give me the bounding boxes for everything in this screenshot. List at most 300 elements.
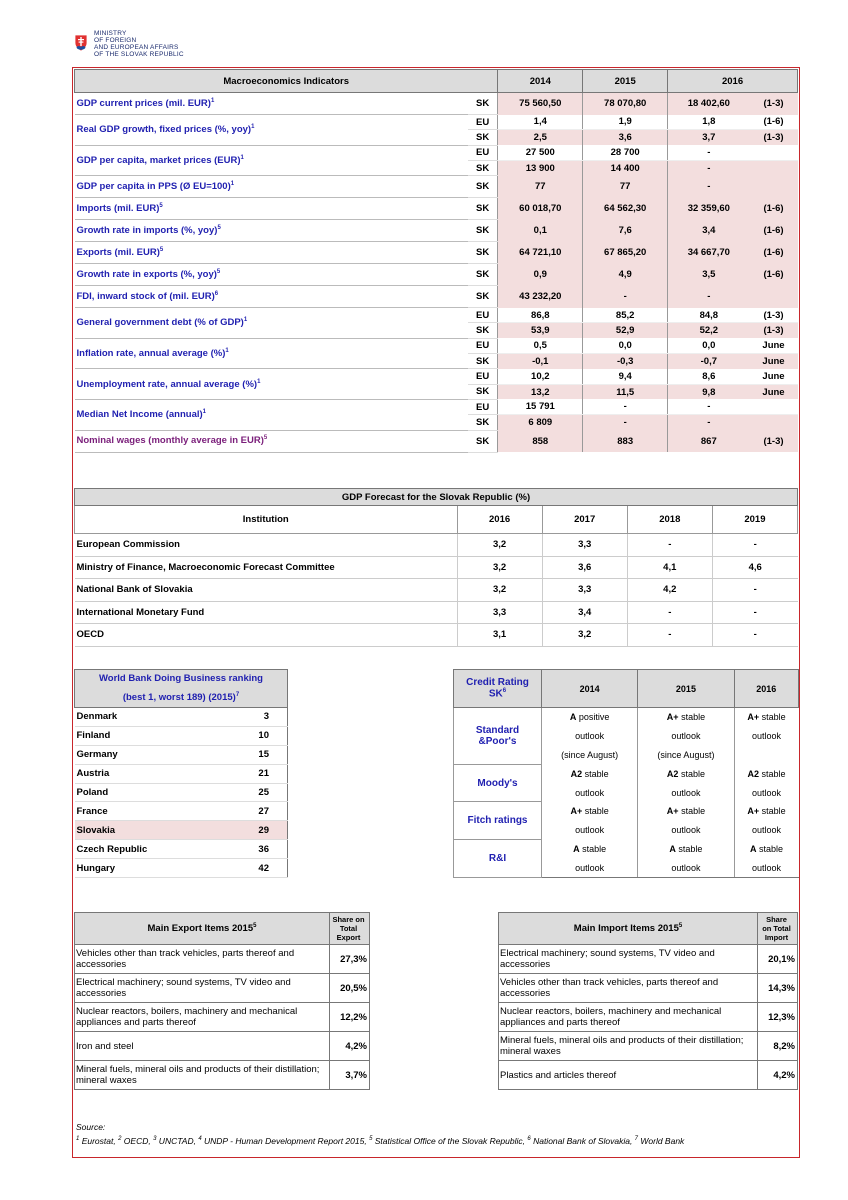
indicator-footnote-ref: 1: [230, 181, 235, 188]
indicator-label-text: Inflation rate, annual average (%): [76, 348, 226, 360]
indicator-value: 86,8: [498, 308, 583, 323]
indicator-value: -: [668, 145, 750, 160]
indicator-value: -: [583, 415, 668, 430]
country-rank: 25: [245, 783, 288, 802]
indicator-value: 18 402,60: [668, 93, 750, 115]
source-name: UNCTAD,: [156, 1135, 199, 1146]
period-note: June: [750, 338, 798, 353]
import-item-row: [499, 974, 798, 1003]
indicator-value: 1,4: [498, 115, 583, 130]
indicator-value: 78 070,80: [583, 93, 668, 115]
country-name: Czech Republic: [75, 840, 245, 859]
rating-value: [638, 840, 734, 859]
indicator-value: 77: [498, 176, 583, 198]
rating-agency: [454, 840, 542, 878]
export-item-row: [75, 1003, 370, 1032]
credit-footnote-ref: 6: [502, 688, 507, 695]
rating-grade: A2: [570, 768, 583, 779]
forecast-value: 3,4: [542, 601, 627, 624]
agency-name-line1: Moody's: [477, 777, 518, 789]
forecast-value: 4,1: [627, 556, 712, 579]
indicator-value: 883: [583, 430, 668, 452]
forecast-year-header: 2018: [627, 506, 712, 534]
indicator-value: -: [668, 160, 750, 175]
indicator-value: 11,5: [583, 384, 668, 399]
macro-row: [75, 93, 798, 115]
rating-value: [542, 764, 638, 783]
ministry-name: [94, 30, 184, 58]
macro-year-2015: 2015: [583, 70, 668, 93]
rating-grade: A: [669, 844, 676, 855]
import-item-name: Electrical machinery; sound systems, TV video and accessories: [499, 945, 758, 974]
macro-row: [75, 145, 798, 160]
indicator-value: 6 809: [498, 415, 583, 430]
country-name: Slovakia: [75, 821, 245, 840]
credit-title-line1: Credit Rating: [466, 677, 529, 689]
source-number: 2: [118, 1136, 122, 1142]
period-note: [750, 176, 798, 198]
forecast-row: [75, 534, 798, 557]
rating-outlook-word: positive: [576, 712, 610, 723]
export-header-row: [75, 913, 370, 945]
macro-row: [75, 399, 798, 414]
forecast-row: [75, 624, 798, 647]
main-export-items-table: [74, 912, 370, 1090]
ministry-name-line: MINISTRY: [94, 30, 127, 37]
indicator-label: [75, 264, 468, 286]
rating-outlook-word: stable: [756, 844, 784, 855]
region-code: SK: [468, 242, 498, 264]
indicator-label-text: Imports (mil. EUR): [76, 203, 160, 215]
region-code: EU: [468, 399, 498, 414]
indicator-value: 9,4: [583, 369, 668, 384]
rating-grade: A+: [747, 712, 760, 723]
world-bank-title-line1: World Bank Doing Business ranking: [99, 673, 263, 685]
region-code: SK: [468, 354, 498, 369]
indicator-value: 0,9: [498, 264, 583, 286]
macro-row: [75, 115, 798, 130]
indicator-label-text: Nominal wages (monthly average in EUR): [76, 435, 264, 447]
export-item-name: Electrical machinery; sound systems, TV video and accessories: [75, 974, 330, 1003]
agency-name-line1: R&I: [488, 853, 507, 865]
credit-header-row: [454, 670, 799, 708]
indicator-value: 15 791: [498, 399, 583, 414]
indicator-value: 858: [498, 430, 583, 452]
forecast-row: [75, 556, 798, 579]
period-note: June: [750, 354, 798, 369]
export-share-header-line: Share on: [332, 915, 365, 924]
indicator-value: 1,8: [668, 115, 750, 130]
indicator-footnote-ref: 5: [159, 203, 163, 210]
indicator-footnote-ref: 1: [243, 317, 248, 324]
forecast-value: -: [627, 534, 712, 557]
ranking-row: [75, 726, 288, 745]
period-note: [750, 399, 798, 414]
indicator-label-text: General government debt (% of GDP): [76, 317, 244, 329]
credit-year-header: 2015: [638, 670, 734, 708]
indicator-footnote-ref: 1: [225, 348, 229, 354]
indicator-label: [75, 220, 468, 242]
rating-value: outlook: [542, 726, 638, 745]
export-title-text: Main Export Items 2015: [147, 923, 254, 935]
rating-value: outlook: [542, 821, 638, 840]
region-code: SK: [468, 198, 498, 220]
ranking-row: [75, 840, 288, 859]
indicator-value: -0,7: [668, 354, 750, 369]
indicator-label: [75, 115, 468, 146]
indicator-value: 9,8: [668, 384, 750, 399]
import-item-share: 20,1%: [758, 945, 798, 974]
ranking-row: [75, 821, 288, 840]
region-code: SK: [468, 176, 498, 198]
indicator-label: [75, 286, 468, 308]
region-code: SK: [468, 286, 498, 308]
rating-grade: A+: [666, 712, 679, 723]
import-item-name: Mineral fuels, mineral oils and products of their distillation; mineral waxes: [499, 1032, 758, 1061]
macro-row: [75, 286, 798, 308]
rating-value: outlook: [638, 859, 734, 878]
import-item-row: [499, 1032, 798, 1061]
indicator-label-text: GDP per capita in PPS (Ø EU=100): [76, 181, 231, 193]
credit-year-header: 2014: [542, 670, 638, 708]
indicator-value: 60 018,70: [498, 198, 583, 220]
rating-agency: [454, 764, 542, 802]
world-bank-title: [75, 670, 288, 708]
period-note: (1-6): [750, 115, 798, 130]
ranking-row: [75, 708, 288, 727]
indicator-value: -: [668, 415, 750, 430]
rating-outlook-word: stable: [579, 844, 607, 855]
indicator-value: 27 500: [498, 145, 583, 160]
forecast-row: [75, 601, 798, 624]
rating-value: [734, 802, 798, 821]
export-item-name: Nuclear reactors, boilers, machinery and mechanical appliances and parts thereof: [75, 1003, 330, 1032]
forecast-value: 3,3: [457, 601, 542, 624]
rating-value: outlook: [638, 726, 734, 745]
source-number: 3: [153, 1136, 157, 1142]
import-item-name: Nuclear reactors, boilers, machinery and mechanical appliances and parts thereof: [499, 1003, 758, 1032]
forecast-value: -: [712, 579, 797, 602]
forecast-value: -: [712, 534, 797, 557]
rating-outlook-word: stable: [759, 806, 786, 817]
export-share-header-line: Export: [336, 933, 361, 942]
rating-agency: [454, 708, 542, 765]
import-item-share: 14,3%: [758, 974, 798, 1003]
indicator-value: 0,0: [668, 338, 750, 353]
country-name: Denmark: [75, 708, 245, 727]
indicator-label: [75, 308, 468, 339]
indicator-value: 64 721,10: [498, 242, 583, 264]
indicator-footnote-ref: 1: [251, 124, 255, 131]
credit-row: [454, 840, 799, 859]
region-code: EU: [468, 145, 498, 160]
indicator-value: 52,2: [668, 323, 750, 338]
import-share-header-line: Share: [766, 915, 787, 924]
indicator-value: 7,6: [583, 220, 668, 242]
indicator-value: 3,4: [668, 220, 750, 242]
source-name: Statistical Office of the Slovak Republic,: [372, 1135, 528, 1146]
source-number: 4: [198, 1136, 202, 1142]
rating-value: outlook: [734, 859, 798, 878]
ranking-row: [75, 802, 288, 821]
rating-value: (since August): [638, 745, 734, 764]
macro-row: [75, 308, 798, 323]
indicator-value: 13 900: [498, 160, 583, 175]
export-item-share: 12,2%: [330, 1003, 370, 1032]
rating-value: [734, 840, 798, 859]
forecast-value: -: [627, 624, 712, 647]
export-share-header-line: Total: [339, 924, 358, 933]
period-note: (1-3): [750, 93, 798, 115]
rating-grade: A+: [570, 806, 583, 817]
macro-row: [75, 338, 798, 353]
rating-value: (since August): [542, 745, 638, 764]
forecast-year-header: 2016: [457, 506, 542, 534]
country-rank: 42: [245, 859, 288, 878]
import-item-share: 8,2%: [758, 1032, 798, 1061]
country-name: France: [75, 802, 245, 821]
rating-outlook-word: stable: [759, 768, 786, 779]
indicator-label-text: GDP current prices (mil. EUR): [76, 98, 211, 110]
indicator-value: 75 560,50: [498, 93, 583, 115]
forecast-value: -: [627, 601, 712, 624]
country-rank: 10: [245, 726, 288, 745]
forecast-header-row: [75, 506, 798, 534]
indicator-footnote-ref: 6: [214, 291, 219, 298]
rating-value: outlook: [638, 821, 734, 840]
source-name: UNDP - Human Development Report 2015,: [201, 1135, 370, 1146]
credit-title-line2: SK: [488, 688, 503, 700]
forecast-title: GDP Forecast for the Slovak Republic (%): [75, 489, 798, 506]
indicator-footnote-ref: 1: [257, 378, 261, 385]
rating-value: outlook: [542, 783, 638, 802]
indicator-value: -: [583, 286, 668, 308]
rating-value: outlook: [734, 783, 798, 802]
region-code: EU: [468, 369, 498, 384]
agency-name-line1: Fitch ratings: [467, 815, 528, 827]
forecast-value: 3,3: [542, 579, 627, 602]
region-code: EU: [468, 338, 498, 353]
indicator-value: -: [668, 286, 750, 308]
macro-year-2016: 2016: [668, 70, 798, 93]
indicator-label: [75, 399, 468, 430]
export-share-header: [330, 913, 370, 945]
import-item-name: Vehicles other than track vehicles, parts thereof and accessories: [499, 974, 758, 1003]
period-note: (1-6): [750, 198, 798, 220]
rating-value: [734, 708, 798, 727]
indicator-value: -: [668, 176, 750, 198]
export-item-name: Vehicles other than track vehicles, parts thereof and accessories: [75, 945, 330, 974]
forecast-value: 3,2: [457, 579, 542, 602]
period-note: June: [750, 384, 798, 399]
ministry-name-line: OF THE SLOVAK REPUBLIC: [94, 51, 184, 58]
indicator-footnote-ref: 1: [240, 154, 244, 161]
source-label: Source:: [76, 1122, 106, 1132]
ranking-row: [75, 859, 288, 878]
forecast-value: 4,6: [712, 556, 797, 579]
rating-value: [638, 764, 734, 783]
import-footnote-ref: 5: [678, 922, 683, 929]
macro-header-row: [75, 70, 798, 93]
indicator-value: 2,5: [498, 130, 583, 145]
rating-grade: A: [569, 712, 577, 723]
country-rank: 29: [245, 821, 288, 840]
region-code: SK: [468, 264, 498, 286]
credit-row: [454, 764, 799, 783]
indicator-value: 28 700: [583, 145, 668, 160]
main-import-items-table: [498, 912, 798, 1090]
gdp-forecast-table: [74, 488, 798, 647]
indicator-value: 3,5: [668, 264, 750, 286]
indicator-value: 14 400: [583, 160, 668, 175]
rating-value: outlook: [542, 859, 638, 878]
indicator-label-text: Growth rate in exports (%, yoy): [76, 269, 217, 281]
forecast-year-header: 2017: [542, 506, 627, 534]
import-item-row: [499, 1003, 798, 1032]
forecast-value: 3,2: [457, 534, 542, 557]
forecast-title-row: [75, 489, 798, 506]
indicator-value: 4,9: [583, 264, 668, 286]
period-note: [750, 415, 798, 430]
period-note: [750, 145, 798, 160]
macro-row: [75, 220, 798, 242]
indicator-label-text: Real GDP growth, fixed prices (%, yoy): [76, 124, 252, 136]
forecast-value: -: [712, 624, 797, 647]
indicator-label-text: GDP per capita, market prices (EUR): [76, 154, 241, 166]
region-code: SK: [468, 430, 498, 452]
credit-row: [454, 802, 799, 821]
export-title: [75, 913, 330, 945]
indicator-value: -: [583, 399, 668, 414]
import-item-row: [499, 945, 798, 974]
period-note: (1-3): [750, 130, 798, 145]
forecast-row: [75, 579, 798, 602]
export-item-row: [75, 945, 370, 974]
indicator-label-text: FDI, inward stock of (mil. EUR): [76, 291, 215, 303]
institution-name: European Commission: [75, 534, 458, 557]
region-code: SK: [468, 160, 498, 175]
import-title: [499, 913, 758, 945]
period-note: June: [750, 369, 798, 384]
country-name: Germany: [75, 745, 245, 764]
slovak-coat-of-arms-icon: [74, 34, 88, 52]
period-note: (1-6): [750, 264, 798, 286]
macro-row: [75, 242, 798, 264]
source-number: 7: [634, 1136, 639, 1142]
macro-row: [75, 430, 798, 452]
source-number: 1: [76, 1136, 80, 1142]
period-note: (1-3): [750, 323, 798, 338]
indicator-label-text: Median Net Income (annual): [76, 409, 203, 421]
forecast-value: 4,2: [627, 579, 712, 602]
region-code: EU: [468, 115, 498, 130]
source-name: OECD,: [121, 1135, 154, 1146]
import-header-row: [499, 913, 798, 945]
rating-outlook-word: stable: [678, 712, 706, 723]
rating-value: outlook: [734, 726, 798, 745]
indicator-label: [75, 93, 468, 115]
indicator-value: 867: [668, 430, 750, 452]
rating-outlook-word: stable: [678, 768, 705, 779]
indicator-value: 32 359,60: [668, 198, 750, 220]
import-item-share: 4,2%: [758, 1061, 798, 1090]
rating-value: outlook: [734, 821, 798, 840]
indicator-value: 34 667,70: [668, 242, 750, 264]
rating-value: outlook: [638, 783, 734, 802]
rating-grade: A2: [747, 768, 760, 779]
macro-year-2014: 2014: [498, 70, 583, 93]
export-footnote-ref: 5: [253, 922, 257, 929]
source-name: National Bank of Slovakia,: [530, 1135, 635, 1146]
country-rank: 15: [245, 745, 288, 764]
export-item-share: 4,2%: [330, 1032, 370, 1061]
world-bank-ranking-table: [74, 669, 288, 878]
import-share-header-line: on Total: [762, 924, 791, 933]
indicator-value: -0,3: [583, 354, 668, 369]
credit-row: [454, 708, 799, 727]
ranking-row: [75, 783, 288, 802]
period-note: (1-6): [750, 242, 798, 264]
indicator-value: 8,6: [668, 369, 750, 384]
institution-name: Ministry of Finance, Macroeconomic Forecast Committee: [75, 556, 458, 579]
country-rank: 3: [245, 708, 288, 727]
credit-rating-table: [453, 669, 799, 878]
forecast-year-header: 2019: [712, 506, 797, 534]
source-name: World Bank: [638, 1135, 685, 1146]
rating-value: [542, 708, 638, 727]
indicator-value: 67 865,20: [583, 242, 668, 264]
source-number: 5: [369, 1136, 373, 1142]
region-code: SK: [468, 323, 498, 338]
region-code: SK: [468, 415, 498, 430]
rating-value: [542, 840, 638, 859]
institution-name: OECD: [75, 624, 458, 647]
country-rank: 36: [245, 840, 288, 859]
country-rank: 21: [245, 764, 288, 783]
ministry-name-line: AND EUROPEAN AFFAIRS: [94, 44, 179, 51]
country-name: Finland: [75, 726, 245, 745]
import-item-name: Plastics and articles thereof: [499, 1061, 758, 1090]
country-name: Hungary: [75, 859, 245, 878]
country-name: Poland: [75, 783, 245, 802]
rating-value: [638, 708, 734, 727]
indicator-label-text: Unemployment rate, annual average (%): [76, 378, 258, 390]
forecast-value: 3,2: [457, 556, 542, 579]
import-share-header-line: Import: [764, 933, 789, 942]
rating-value: [638, 802, 734, 821]
indicator-label: [75, 176, 468, 198]
export-item-row: [75, 1032, 370, 1061]
indicator-value: 64 562,30: [583, 198, 668, 220]
period-note: [750, 286, 798, 308]
period-note: [750, 160, 798, 175]
rating-value: [734, 745, 798, 764]
rating-value: [734, 764, 798, 783]
indicator-value: -0,1: [498, 354, 583, 369]
institution-name: National Bank of Slovakia: [75, 579, 458, 602]
indicator-value: 0,0: [583, 338, 668, 353]
world-bank-header-row: [75, 670, 288, 708]
indicator-value: 3,6: [583, 130, 668, 145]
ministry-logo: [74, 28, 274, 68]
indicator-value: 13,2: [498, 384, 583, 399]
indicator-value: 0,5: [498, 338, 583, 353]
source-number: 6: [527, 1136, 531, 1142]
macro-row: [75, 264, 798, 286]
region-code: EU: [468, 308, 498, 323]
ranking-row: [75, 764, 288, 783]
forecast-value: 3,1: [457, 624, 542, 647]
